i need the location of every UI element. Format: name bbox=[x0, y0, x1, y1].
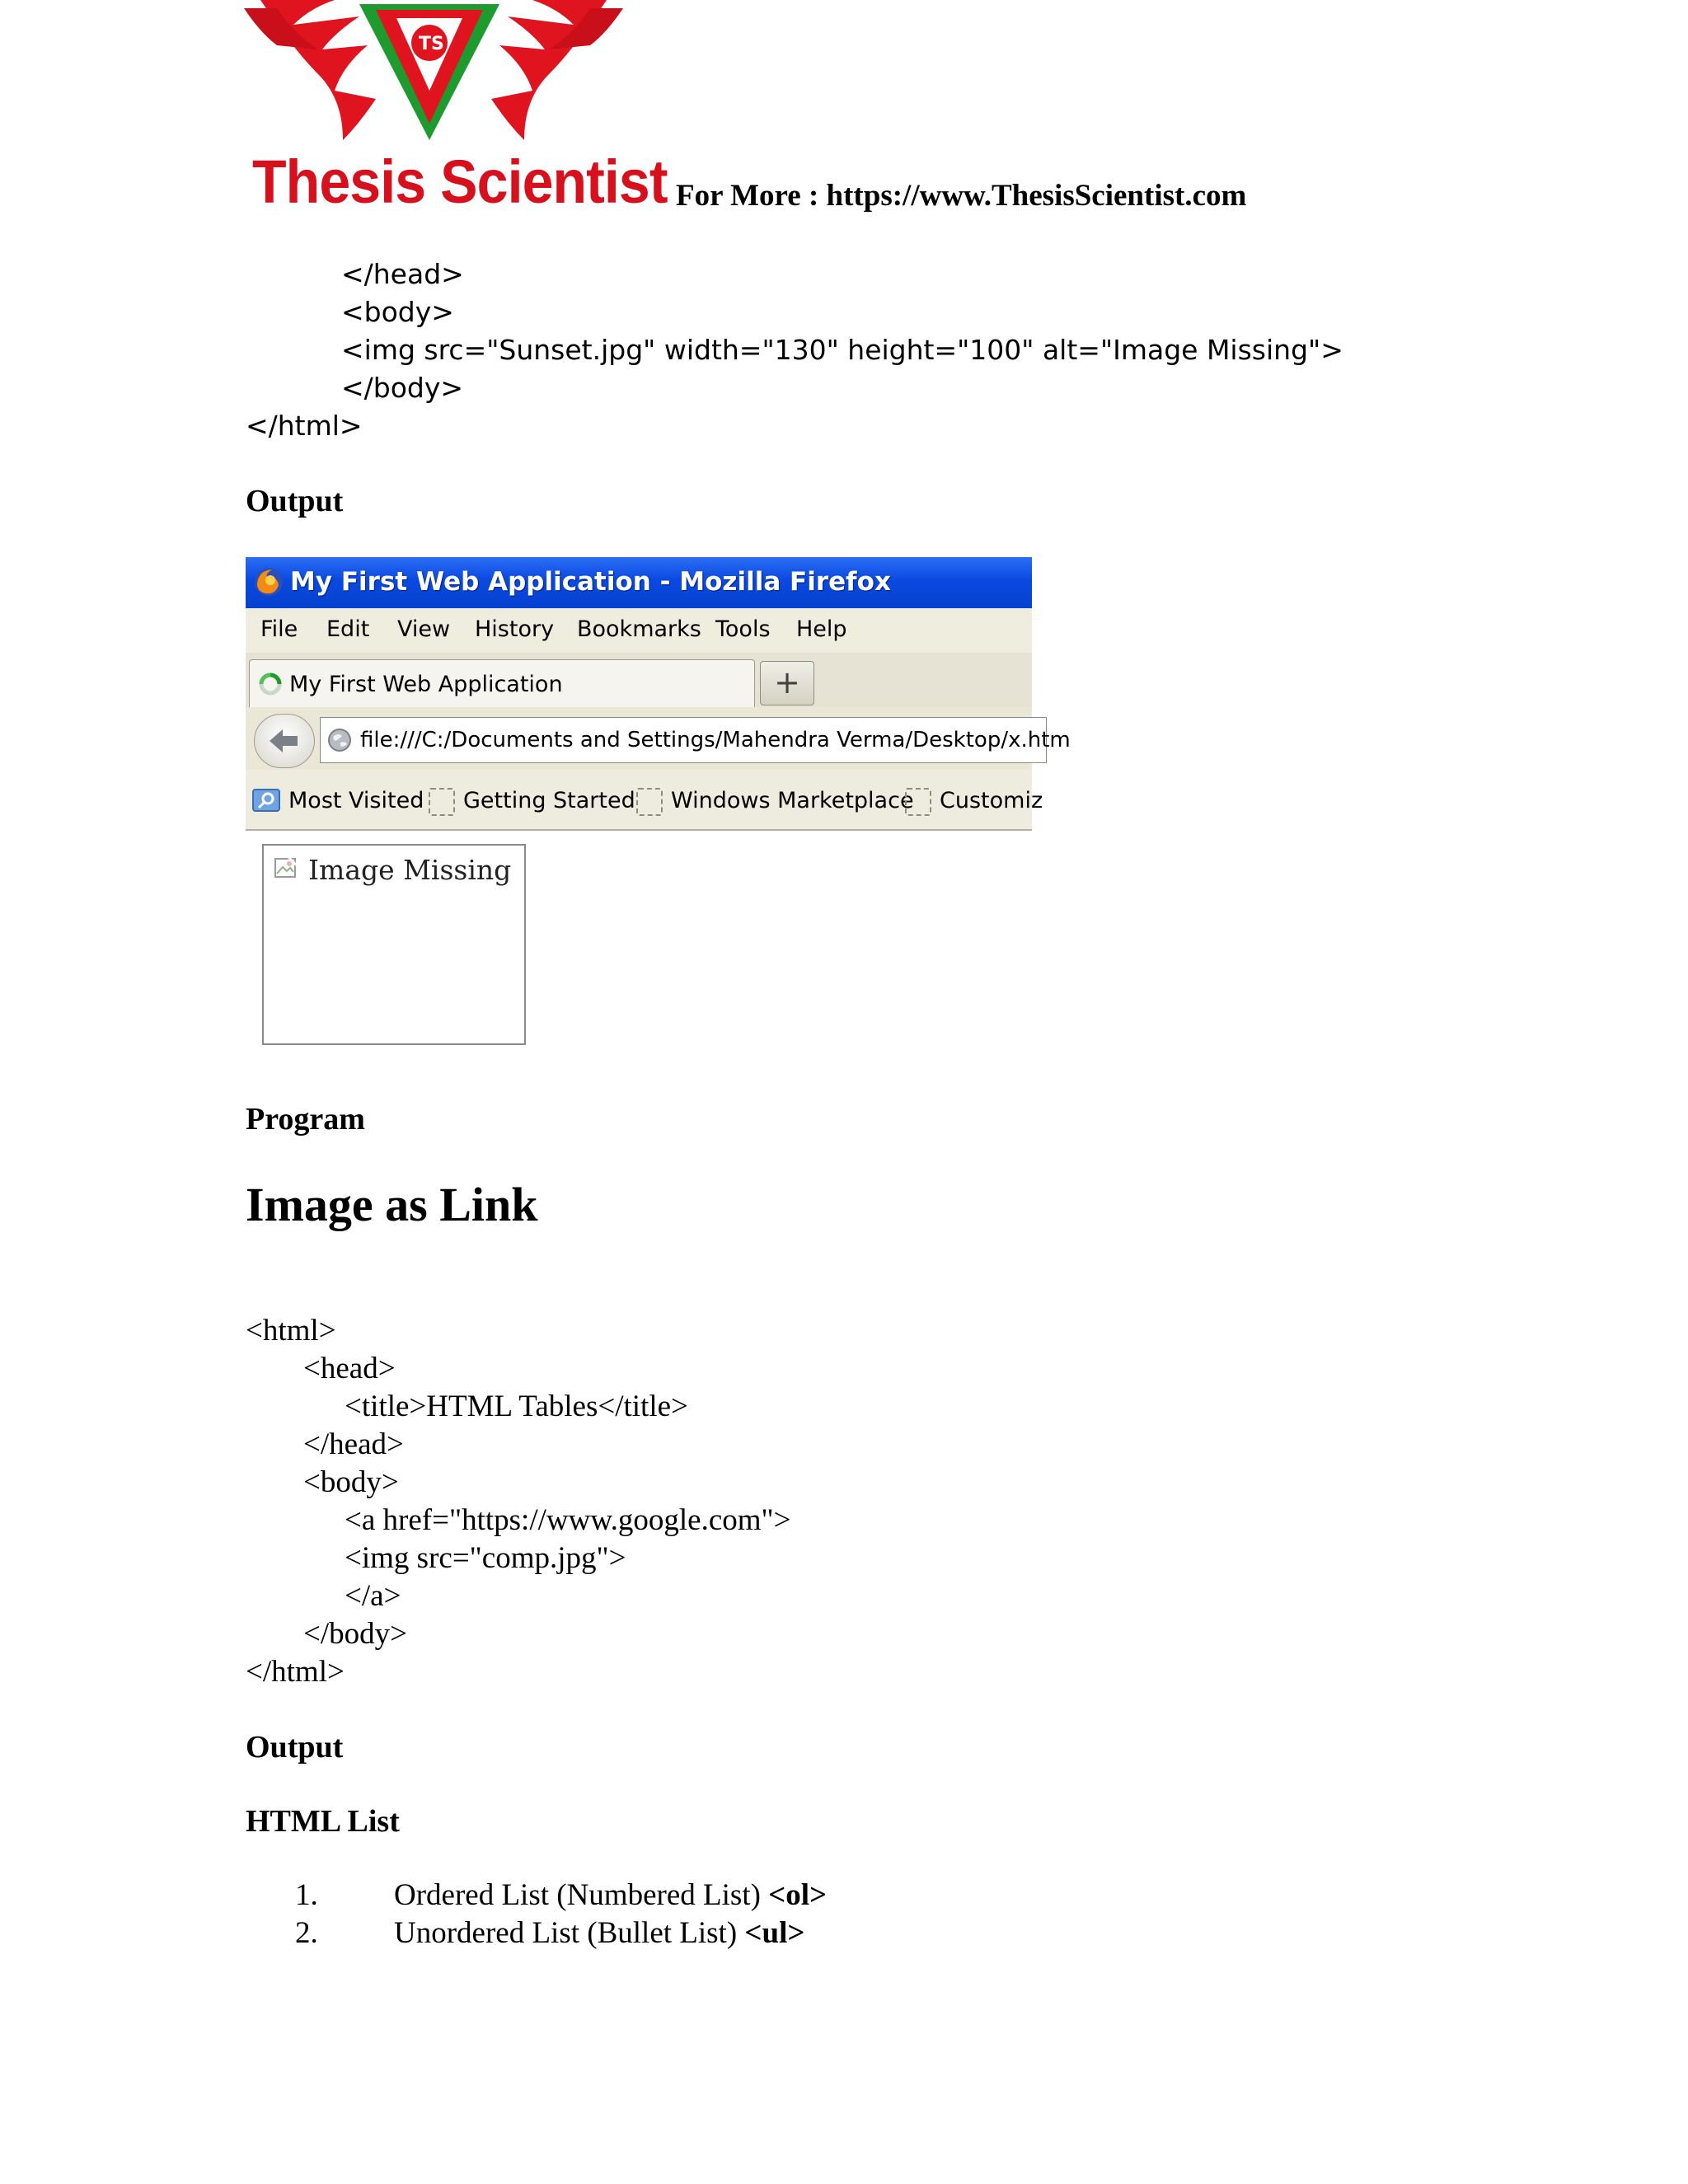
menu-bar bbox=[246, 608, 1032, 653]
list-item-number: 1. bbox=[295, 1878, 318, 1912]
code-line: <img src="comp.jpg"> bbox=[345, 1541, 626, 1575]
bookmark-page-icon bbox=[429, 788, 455, 816]
tab-my-first-web-application[interactable] bbox=[249, 659, 755, 708]
back-button[interactable] bbox=[254, 714, 315, 768]
most-visited-icon bbox=[252, 788, 280, 813]
menu-history[interactable]: History bbox=[475, 616, 555, 642]
loading-spinner-icon bbox=[258, 672, 283, 696]
tab-label: My First Web Application bbox=[289, 672, 563, 697]
list-item bbox=[394, 1877, 827, 1913]
menu-help[interactable]: Help bbox=[796, 616, 847, 642]
broken-image-placeholder bbox=[262, 844, 526, 1045]
bookmark-most-visited[interactable]: Most Visited bbox=[288, 788, 424, 813]
new-tab-button[interactable]: + bbox=[760, 661, 814, 705]
window-titlebar bbox=[246, 557, 1032, 608]
code-line: <head> bbox=[303, 1352, 396, 1385]
bookmark-getting-started[interactable]: Getting Started bbox=[463, 788, 635, 813]
list-item-tag: <ol> bbox=[768, 1878, 828, 1912]
url-text: file:///C:/Documents and Settings/Mahendra Verma/Desktop/x.htm bbox=[360, 728, 1071, 752]
code-line: </body> bbox=[341, 372, 464, 404]
list-item bbox=[394, 1915, 804, 1951]
list-item-text: Unordered List (Bullet List) bbox=[394, 1916, 745, 1950]
for-more-link[interactable]: For More : https://www.ThesisScientist.com bbox=[676, 179, 1247, 213]
menu-edit[interactable]: Edit bbox=[326, 616, 370, 642]
image-alt-text: Image Missing bbox=[308, 854, 512, 886]
menu-view[interactable]: View bbox=[397, 616, 451, 642]
navigation-bar bbox=[246, 707, 1071, 770]
list-item-tag: <ul> bbox=[744, 1916, 805, 1950]
code-line: </head> bbox=[341, 258, 464, 290]
firefox-icon bbox=[252, 565, 285, 598]
bookmark-customize[interactable]: Customiz bbox=[940, 788, 1043, 813]
broken-image-icon bbox=[274, 855, 298, 880]
globe-icon bbox=[327, 728, 352, 752]
menu-tools[interactable]: Tools bbox=[715, 616, 771, 642]
bookmarks-toolbar bbox=[246, 770, 1043, 831]
tab-bar bbox=[246, 653, 1032, 708]
program-heading: Program bbox=[246, 1102, 365, 1137]
code-line: <body> bbox=[341, 296, 454, 328]
bookmark-page-icon bbox=[905, 788, 931, 816]
list-heading: HTML List bbox=[246, 1804, 400, 1839]
code-line: <body> bbox=[303, 1465, 399, 1499]
code-line: </a> bbox=[345, 1579, 401, 1613]
output-heading: Output bbox=[246, 1730, 344, 1765]
bookmark-page-icon bbox=[636, 788, 663, 816]
back-arrow-icon bbox=[255, 715, 314, 767]
list-item-text: Ordered List (Numbered List) bbox=[394, 1878, 769, 1912]
window-title: My First Web Application - Mozilla Firefox bbox=[290, 567, 891, 597]
firefox-window bbox=[246, 557, 1071, 829]
svg-text:TS: TS bbox=[419, 34, 444, 54]
menu-bookmarks[interactable]: Bookmarks bbox=[577, 616, 701, 642]
output-heading: Output bbox=[246, 484, 344, 518]
bookmark-windows-marketplace[interactable]: Windows Marketplace bbox=[671, 788, 914, 813]
list-item-number: 2. bbox=[295, 1916, 318, 1950]
code-line: <title>HTML Tables</title> bbox=[345, 1390, 688, 1423]
code-line: </head> bbox=[303, 1427, 404, 1461]
code-line: <a href="https://www.google.com"> bbox=[345, 1503, 791, 1537]
logo-wordmark: Thesis Scientist bbox=[252, 148, 668, 216]
code-line: </body> bbox=[303, 1617, 408, 1651]
url-bar[interactable] bbox=[320, 717, 1071, 763]
code-line: <html> bbox=[246, 1314, 336, 1347]
code-line: </html> bbox=[246, 1655, 345, 1689]
code-line: </html> bbox=[246, 410, 363, 442]
code-line: <img src="Sunset.jpg" width="130" height="100" alt="Image Missing"> bbox=[341, 334, 1343, 366]
section-title: Image as Link bbox=[246, 1178, 538, 1231]
menu-file[interactable]: File bbox=[260, 616, 298, 642]
